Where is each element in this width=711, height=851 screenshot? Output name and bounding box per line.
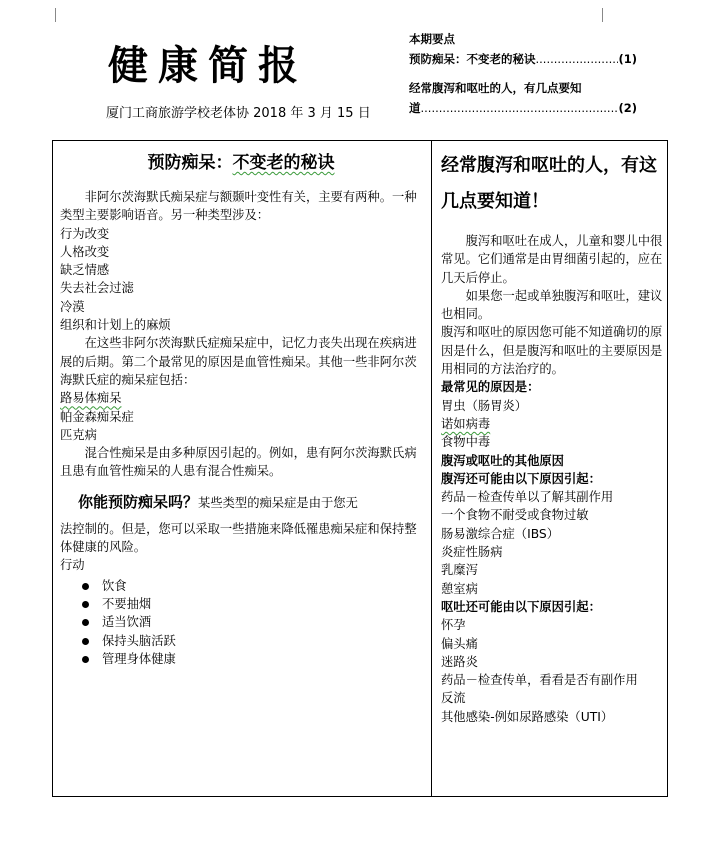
toc-leader [536,50,619,68]
bullet-item: 管理身体健康 [82,650,422,668]
list-item: 偏头痛 [441,636,478,651]
list-item: 药品－检查传单，看看是否有副作用 [441,673,638,688]
toc-item[interactable] [409,50,637,68]
right-para2: 如果您一起或单独腹泻和呕吐，建议也相同。 [441,288,663,322]
list-item: 失去社会过滤 [60,281,134,296]
crop-mark-left [55,8,56,22]
list-item: 匹克病 [60,427,97,442]
left-list1 [60,225,422,335]
right-article [441,148,663,726]
list-item: 路易体痴呆 [60,391,122,406]
list-item: 冷漠 [60,299,85,314]
list-item: 帕金森痴呆症 [60,409,134,424]
list-item: 诺如病毒 [441,416,491,431]
right-article-title: 经常腹泻和呕吐的人，有这几点要知道！ [441,155,657,212]
toc-item-page: (2) [618,101,637,115]
crop-mark-right [602,8,603,22]
masthead-title: 健康简报 [108,42,308,89]
list-item: 反流 [441,691,466,706]
prevention-text: 法控制的。但是，您可以采取一些措施来降低罹患痴呆症和保持整体健康的风险。 [60,521,417,555]
bullet-item: 饮食 [82,577,422,595]
list-item: 迷路炎 [441,654,478,669]
list-item: 怀孕 [441,618,466,633]
list-item: 胃虫（肠胃炎） [441,398,528,413]
left-title-prefix: 预防痴呆： [147,153,233,173]
toc-leader [421,98,619,118]
vomit-causes-heading: 呕吐还可能由以下原因引起： [441,599,601,614]
list-item: 炎症性肠病 [441,545,503,560]
bullet-item: 不要抽烟 [82,595,422,613]
toc-item-label: 经常腹泻和呕吐的人，有几点要知 [409,81,582,95]
list-item: 组织和计划上的麻烦 [60,318,171,333]
bullet-item: 适当饮酒 [82,613,422,631]
left-para3: 混合性痴呆是由多种原因引起的。例如，患有阿尔茨海默氏病且患有血管性痴呆的人患有混合性痴呆。 [60,446,417,479]
action-label: 行动 [60,558,85,573]
toc-item-label-cont: 道 [409,101,421,115]
column-divider [431,140,432,797]
list-item: 缺乏情感 [60,263,110,278]
right-para3: 腹泻和呕吐的原因您可能不知道确切的原因是什么，但是腹泻和呕吐的主要原因是用相同的方法治疗的。 [441,325,663,377]
toc [409,30,637,118]
list-item: 药品－检查传单以了解其副作用 [441,490,614,505]
bullet-item: 保持头脑活跃 [82,632,422,650]
action-bullets [60,577,422,668]
left-article-title [60,150,422,176]
list-item: 一个食物不耐受或食物过敏 [441,508,589,523]
toc-item-page: (1) [618,52,637,66]
list-item: 人格改变 [60,244,110,259]
prevention-heading-row [60,489,422,516]
left-intro: 非阿尔茨海默氏痴呆症与额颞叶变性有关，主要有两种。一种类型主要影响语音。另一种类型涉及： [60,190,417,223]
left-list2 [60,389,422,444]
list-item: 行为改变 [60,226,110,241]
left-article [60,148,422,668]
prevention-heading: 你能预防痴呆吗？ [78,492,199,511]
list-item: 憩室病 [441,581,478,596]
masthead-subtitle: 厦门工商旅游学校老体协 2018 年 3 月 15 日 [106,106,371,121]
list-item: 食物中毒 [441,435,491,450]
toc-heading: 本期要点 [409,32,455,46]
list-item: 肠易激综合症（IBS） [441,526,560,541]
common-causes-heading: 最常见的原因是： [441,380,540,395]
other-causes-heading: 腹泻或呕吐的其他原因 [441,453,564,468]
toc-item[interactable] [409,78,637,118]
left-para2: 在这些非阿尔茨海默氏症痴呆症中，记忆力丧失出现在疾病进展的后期。第二个最常见的原因是血管性痴呆。其他一些非阿尔茨海默氏症的痴呆症包括： [60,336,417,387]
diarrhea-causes-heading: 腹泻还可能由以下原因引起： [441,471,601,486]
left-title-underlined: 不变老的秘诀 [232,153,335,173]
prevention-text-inline: 某些类型的痴呆症是由于您无 [198,495,358,510]
list-item: 其他感染-例如尿路感染（UTI） [441,709,614,724]
right-para1: 腹泻和呕吐在成人，儿童和婴儿中很常见。它们通常是由胃细菌引起的，应在几天后停止。 [441,234,663,285]
toc-item-label: 预防痴呆：不变老的秘诀 [409,52,536,66]
list-item: 乳糜泻 [441,563,478,578]
